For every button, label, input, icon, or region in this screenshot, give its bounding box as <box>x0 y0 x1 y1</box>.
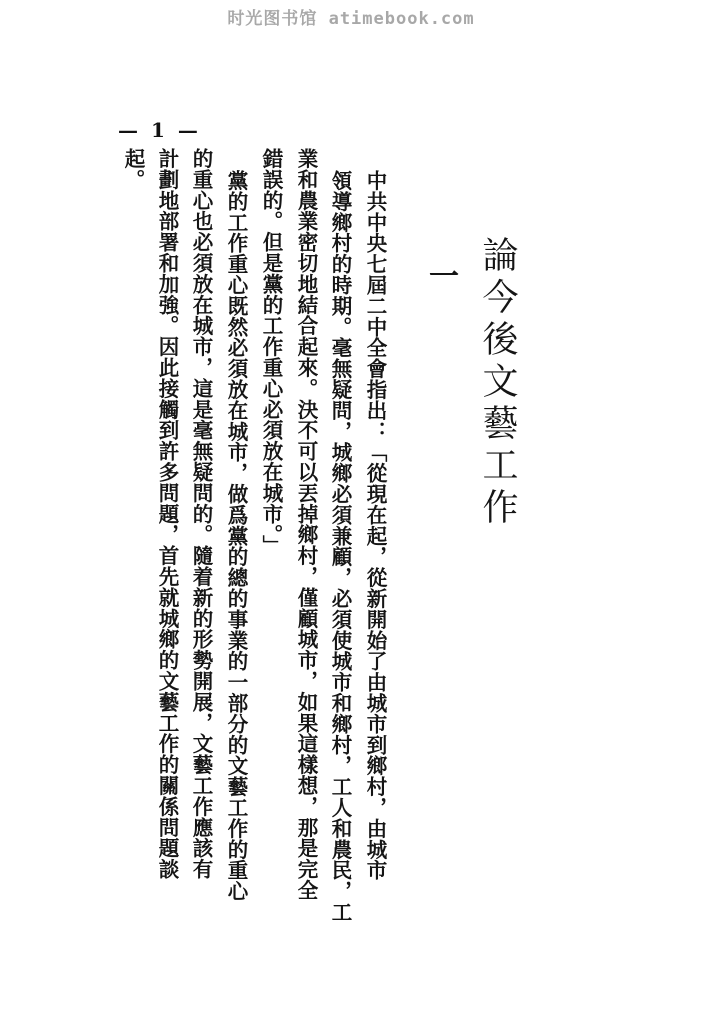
chapter-title: 論今後文藝工作 <box>477 236 518 530</box>
text-line: 的重心也必須放在城市，這是毫無疑問的。隨着新的形勢開展，文藝工作應該有 <box>189 148 213 880</box>
page-number: — 1 — <box>118 118 201 142</box>
watermark-text: 时光图书馆 atimebook.com <box>227 9 475 29</box>
text-line: 中共中央七屆二中全會指出：「從現在起，從新開始了由城市到鄉村，由城市 <box>363 170 387 881</box>
text-line: 錯誤的。但是黨的工作重心必須放在城市。」 <box>259 148 283 556</box>
text-line: 起。 <box>121 148 145 190</box>
text-line: 業和農業密切地結合起來。決不可以丟掉鄉村，僅顧城市，如果這樣想，那是完全 <box>294 148 318 901</box>
text-line: 計劃地部署和加強。因此接觸到許多問題，首先就城鄉的文藝工作的關係問題談 <box>155 148 179 880</box>
text-line: 領導鄉村的時期。毫無疑問，城鄉必須兼顧，必須使城市和鄉村，工人和農民，工 <box>328 170 352 923</box>
text-line: 黨的工作重心既然必須放在城市，做爲黨的總的事業的一部分的文藝工作的重心 <box>224 170 248 902</box>
section-number: 一 <box>423 260 458 290</box>
